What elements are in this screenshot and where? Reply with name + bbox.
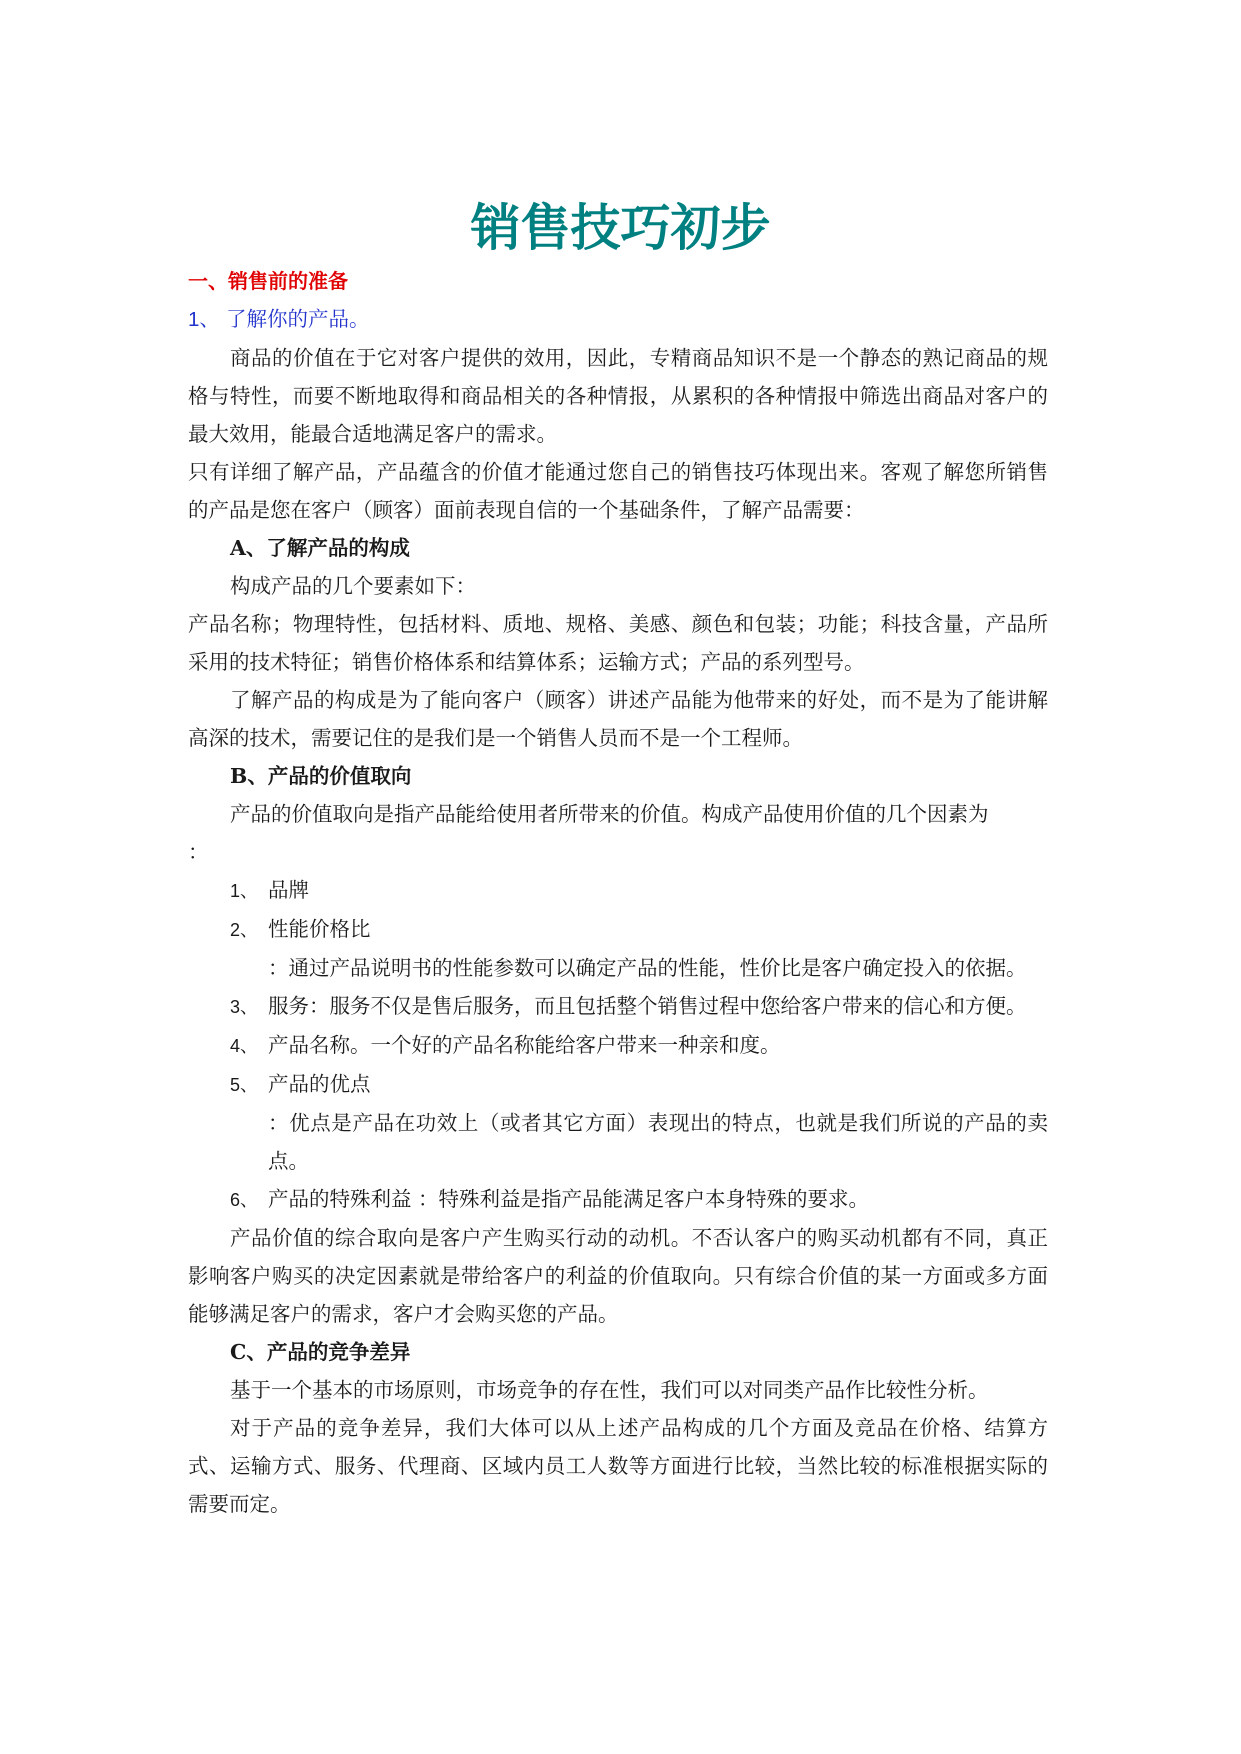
paragraph: 产品价值的综合取向是客户产生购买行动的动机。不否认客户的购买动机都有不同，真正影响客户购买的决定因素就是带给客户的利益的价值取向。只有综合价值的某一方面或多方面能够满足客户的需求，客户才会购买您的产品。 <box>188 1226 1048 1326</box>
subsection-text: 了解你的产品。 <box>226 307 370 331</box>
paragraph: 对于产品的竞争差异，我们大体可以从上述产品构成的几个方面及竞品在价格、结算方式、运输方式、服务、代理商、区域内员工人数等方面进行比较，当然比较的标准根据实际的需要而定。 <box>188 1416 1048 1516</box>
list-text: 服务：服务不仅是售后服务，而且包括整个销售过程中您给客户带来的信心和方便。 <box>268 994 1027 1018</box>
list-item <box>188 871 1048 910</box>
paragraph-colon: ： <box>188 840 209 864</box>
list-item-detail: ：通过产品说明书的性能参数可以确定产品的性能，性价比是客户确定投入的依据。 <box>268 956 1027 980</box>
list-number: 2、 <box>230 920 259 940</box>
list-text: 性能价格比 <box>268 917 371 941</box>
list-item <box>188 1065 1048 1104</box>
paragraph: 只有详细了解产品，产品蕴含的价值才能通过您自己的销售技巧体现出来。客观了解您所销售的产品是您在客户（顾客）面前表现自信的一个基础条件，了解产品需要： <box>188 460 1048 522</box>
subsection-number: 1、 <box>188 308 220 331</box>
section-heading-1: 一、销售前的准备 <box>188 269 348 293</box>
subsection-heading-1 <box>188 300 1048 339</box>
list-item-detail: ：优点是产品在功效上（或者其它方面）表现出的特点，也就是我们所说的产品的卖点。 <box>268 1111 1048 1173</box>
list-text: 产品的优点 <box>268 1072 371 1096</box>
list-number: 4、 <box>230 1036 259 1056</box>
paragraph: 商品的价值在于它对客户提供的效用，因此，专精商品知识不是一个静态的熟记商品的规格与特性，而要不断地取得和商品相关的各种情报，从累积的各种情报中筛选出商品对客户的最大效用，能最合适地满足客户的需求。 <box>188 346 1048 446</box>
list-item <box>188 987 1048 1026</box>
list-text: 产品的特殊利益 ：特殊利益是指产品能满足客户本身特殊的要求。 <box>268 1187 870 1211</box>
list-number: 1、 <box>230 881 259 901</box>
paragraph: 了解产品的构成是为了能向客户（顾客）讲述产品能为他带来的好处，而不是为了能讲解高深的技术，需要记住的是我们是一个销售人员而不是一个工程师。 <box>188 688 1048 750</box>
list-item <box>188 1180 1048 1219</box>
list-item <box>188 1026 1048 1065</box>
heading-b: B、产品的价值取向 <box>230 764 412 788</box>
paragraph: 产品的价值取向是指产品能给使用者所带来的价值。构成产品使用价值的几个因素为 <box>230 802 989 826</box>
heading-a: A、了解产品的构成 <box>230 536 410 560</box>
paragraph: 基于一个基本的市场原则，市场竞争的存在性，我们可以对同类产品作比较性分析。 <box>230 1378 989 1402</box>
heading-c: C、产品的竞争差异 <box>230 1340 411 1364</box>
list-number: 6、 <box>230 1190 259 1210</box>
list-text: 品牌 <box>268 878 309 902</box>
document-body <box>188 262 1048 1523</box>
list-number: 5、 <box>230 1075 259 1095</box>
list-item <box>188 910 1048 949</box>
list-number: 3、 <box>230 997 259 1017</box>
value-factor-list <box>188 871 1048 1219</box>
paragraph: 构成产品的几个要素如下： <box>230 574 476 598</box>
list-text: 产品名称。一个好的产品名称能给客户带来一种亲和度。 <box>268 1033 781 1057</box>
document-title: 销售技巧初步 <box>470 199 771 257</box>
paragraph: 产品名称；物理特性，包括材料、质地、规格、美感、颜色和包装；功能；科技含量，产品所采用的技术特征；销售价格体系和结算体系；运输方式；产品的系列型号。 <box>188 612 1048 674</box>
